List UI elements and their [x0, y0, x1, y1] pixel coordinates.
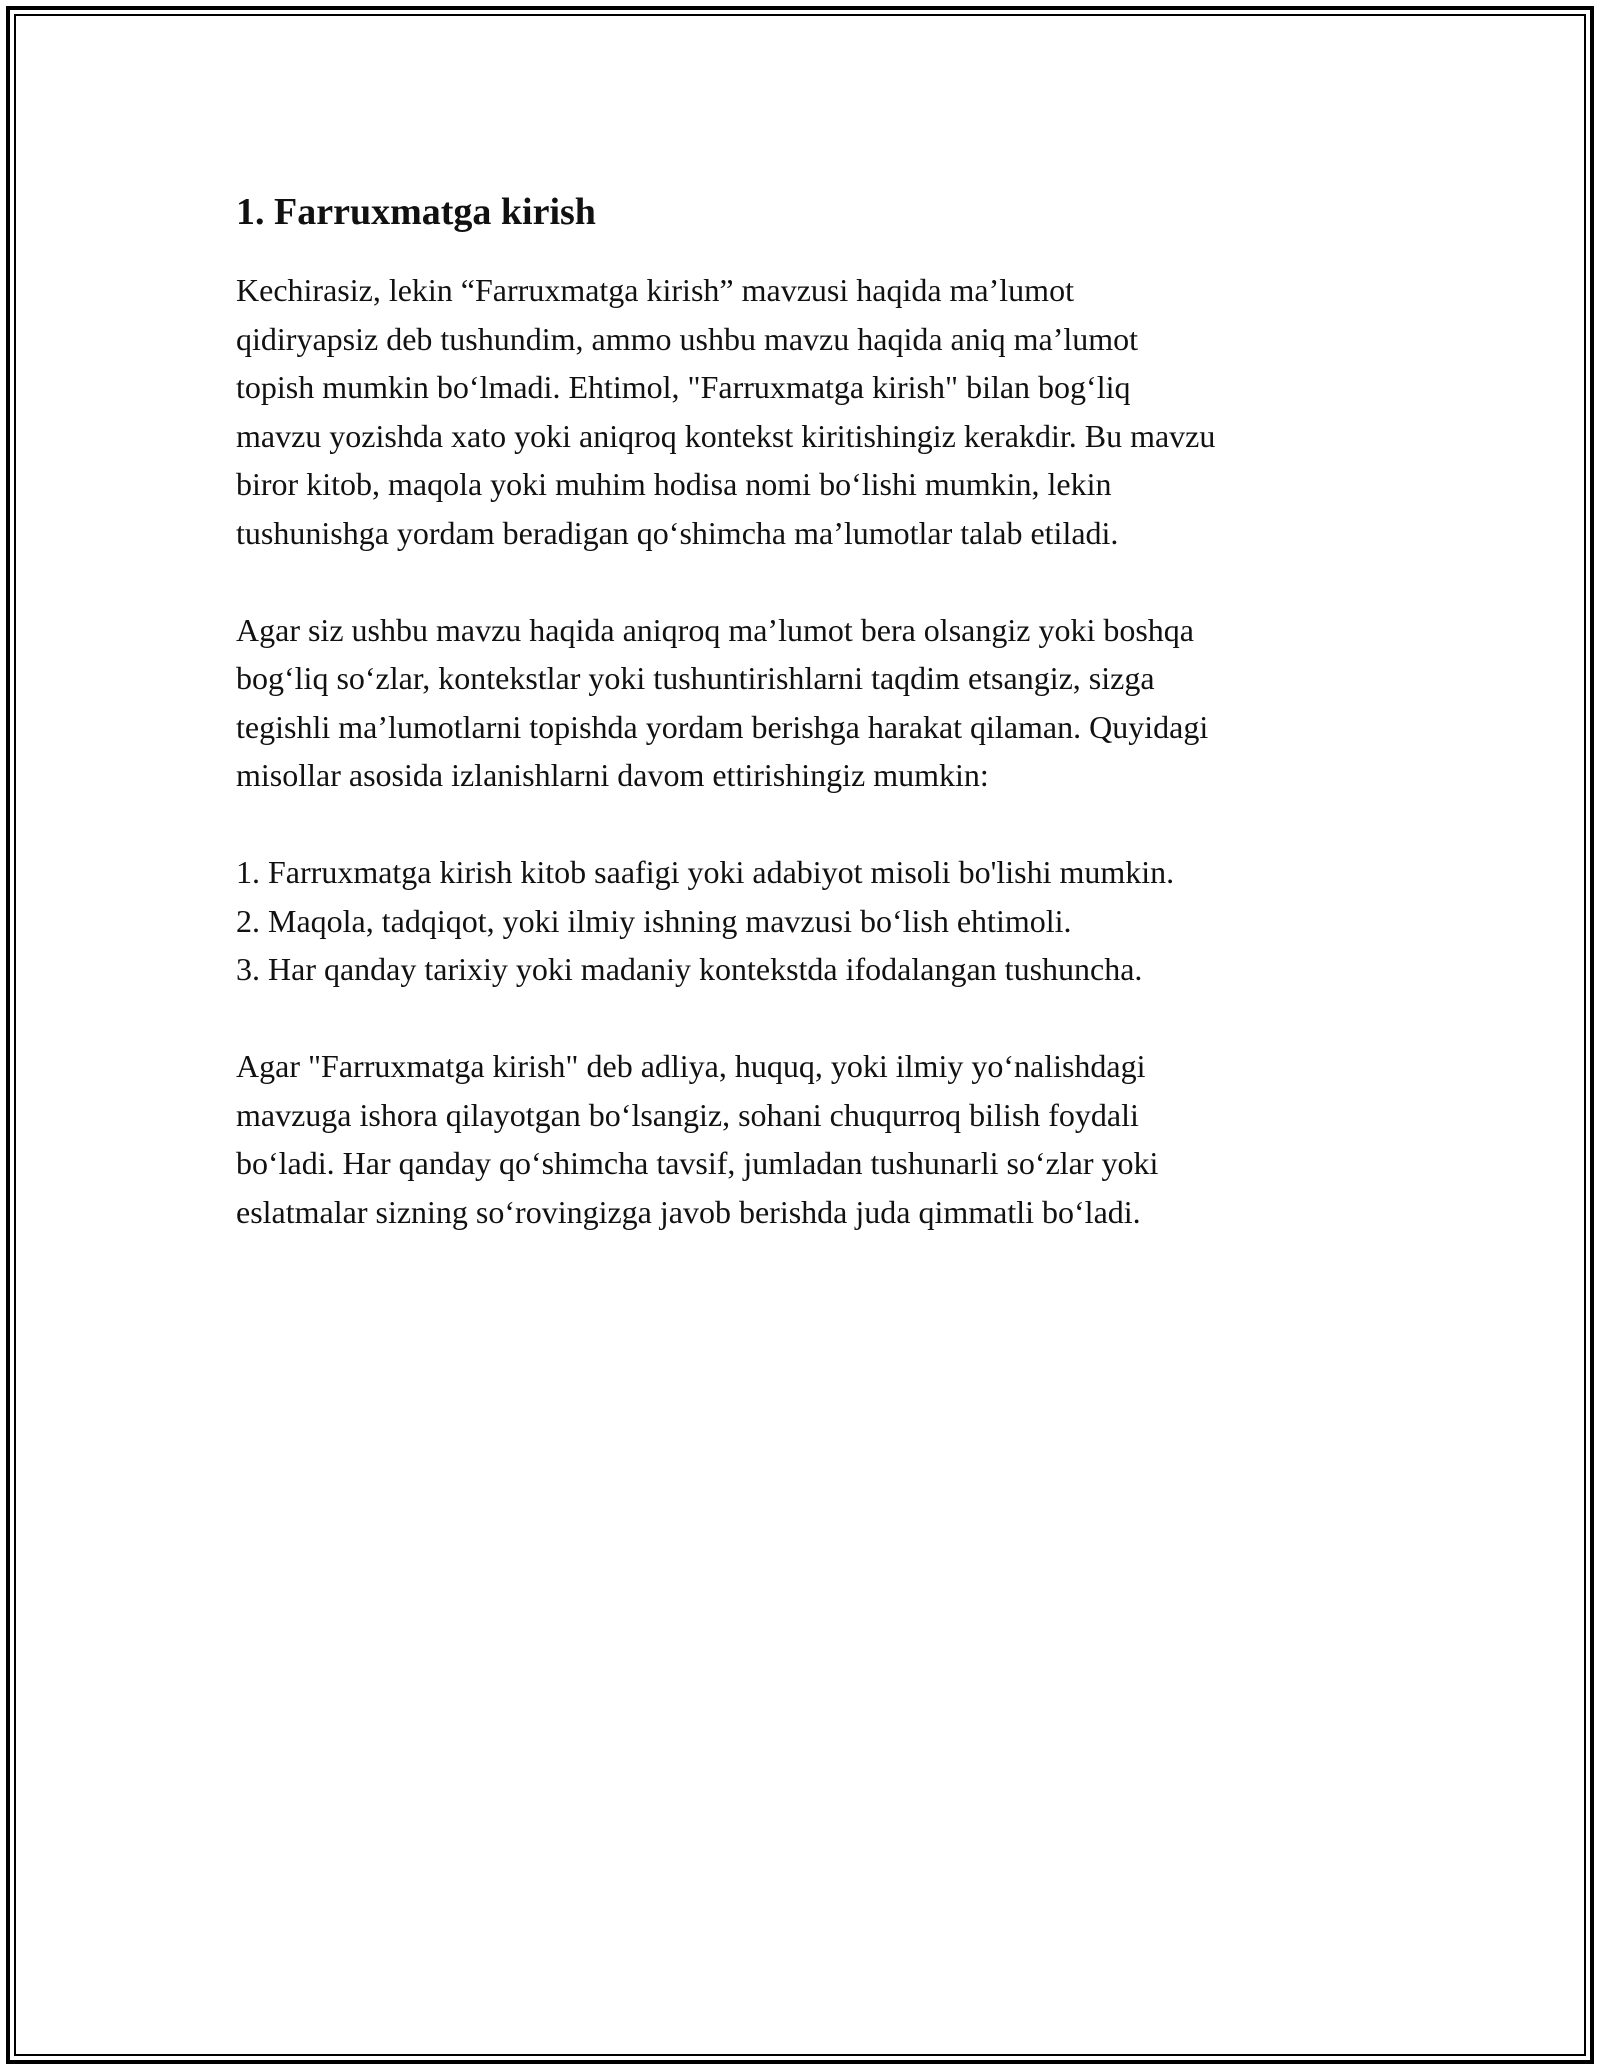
paragraph-line: misollar asosida izlanishlarni davom ettirishingiz mumkin: — [236, 757, 989, 793]
paragraph-line: mavzuga ishora qilayotgan bo‘lsangiz, sohani chuqurroq bilish foydali — [236, 1096, 1139, 1133]
numbered-list — [236, 848, 1376, 994]
paragraph-line: Agar siz ushbu mavzu haqida aniqroq ma’lumot bera olsangiz yoki boshqa — [236, 611, 1194, 648]
paragraph-intro — [236, 266, 1376, 557]
paragraph-line: eslatmalar sizning so‘rovingizga javob berishda juda qimmatli bo‘ladi. — [236, 1193, 1141, 1230]
paragraph-request — [236, 606, 1376, 800]
paragraph-line: topish mumkin bo‘lmadi. Ehtimol, "Farruxmatga kirish" bilan bog‘liq — [236, 369, 1131, 405]
list-item: 3. Har qanday tarixiy yoki madaniy kontekstda ifodalangan tushuncha. — [236, 951, 1143, 987]
paragraph-line: Kechirasiz, lekin “Farruxmatga kirish” mavzusi haqida ma’lumot — [236, 272, 1074, 308]
section-heading: 1. Farruxmatga kirish — [236, 191, 596, 233]
paragraph-spacer — [236, 557, 1376, 606]
list-item: 2. Maqola, tadqiqot, yoki ilmiy ishning mavzusi bo‘lish ehtimoli. — [236, 902, 1072, 939]
paragraph-line: bo‘ladi. Har qanday qo‘shimcha tavsif, jumladan tushunarli so‘zlar yoki — [236, 1145, 1159, 1181]
paragraph-line: Agar "Farruxmatga kirish" deb adliya, huquq, yoki ilmiy yo‘nalishdagi — [236, 1048, 1146, 1084]
paragraph-line: tushunishga yordam beradigan qo‘shimcha ma’lumotlar talab etiladi. — [236, 514, 1119, 551]
paragraph-line: biror kitob, maqola yoki muhim hodisa nomi bo‘lishi mumkin, lekin — [236, 466, 1112, 502]
paragraph-spacer — [236, 994, 1376, 1043]
paragraph-line: bog‘liq so‘zlar, kontekstlar yoki tushuntirishlarni taqdim etsangiz, sizga — [236, 660, 1155, 696]
paragraph-closing — [236, 1042, 1376, 1236]
paragraph-line: mavzu yozishda xato yoki aniqroq kontekst kiritishingiz kerakdir. Bu mavzu — [236, 417, 1216, 454]
list-item: 1. Farruxmatga kirish kitob saafigi yoki adabiyot misoli bo'lishi mumkin. — [236, 854, 1175, 890]
document-body — [236, 186, 1376, 1236]
paragraph-spacer — [236, 800, 1376, 849]
paragraph-line: qidiryapsiz deb tushundim, ammo ushbu mavzu haqida aniq ma’lumot — [236, 320, 1139, 357]
paragraph-line: tegishli ma’lumotlarni topishda yordam berishga harakat qilaman. Quyidagi — [236, 708, 1209, 745]
